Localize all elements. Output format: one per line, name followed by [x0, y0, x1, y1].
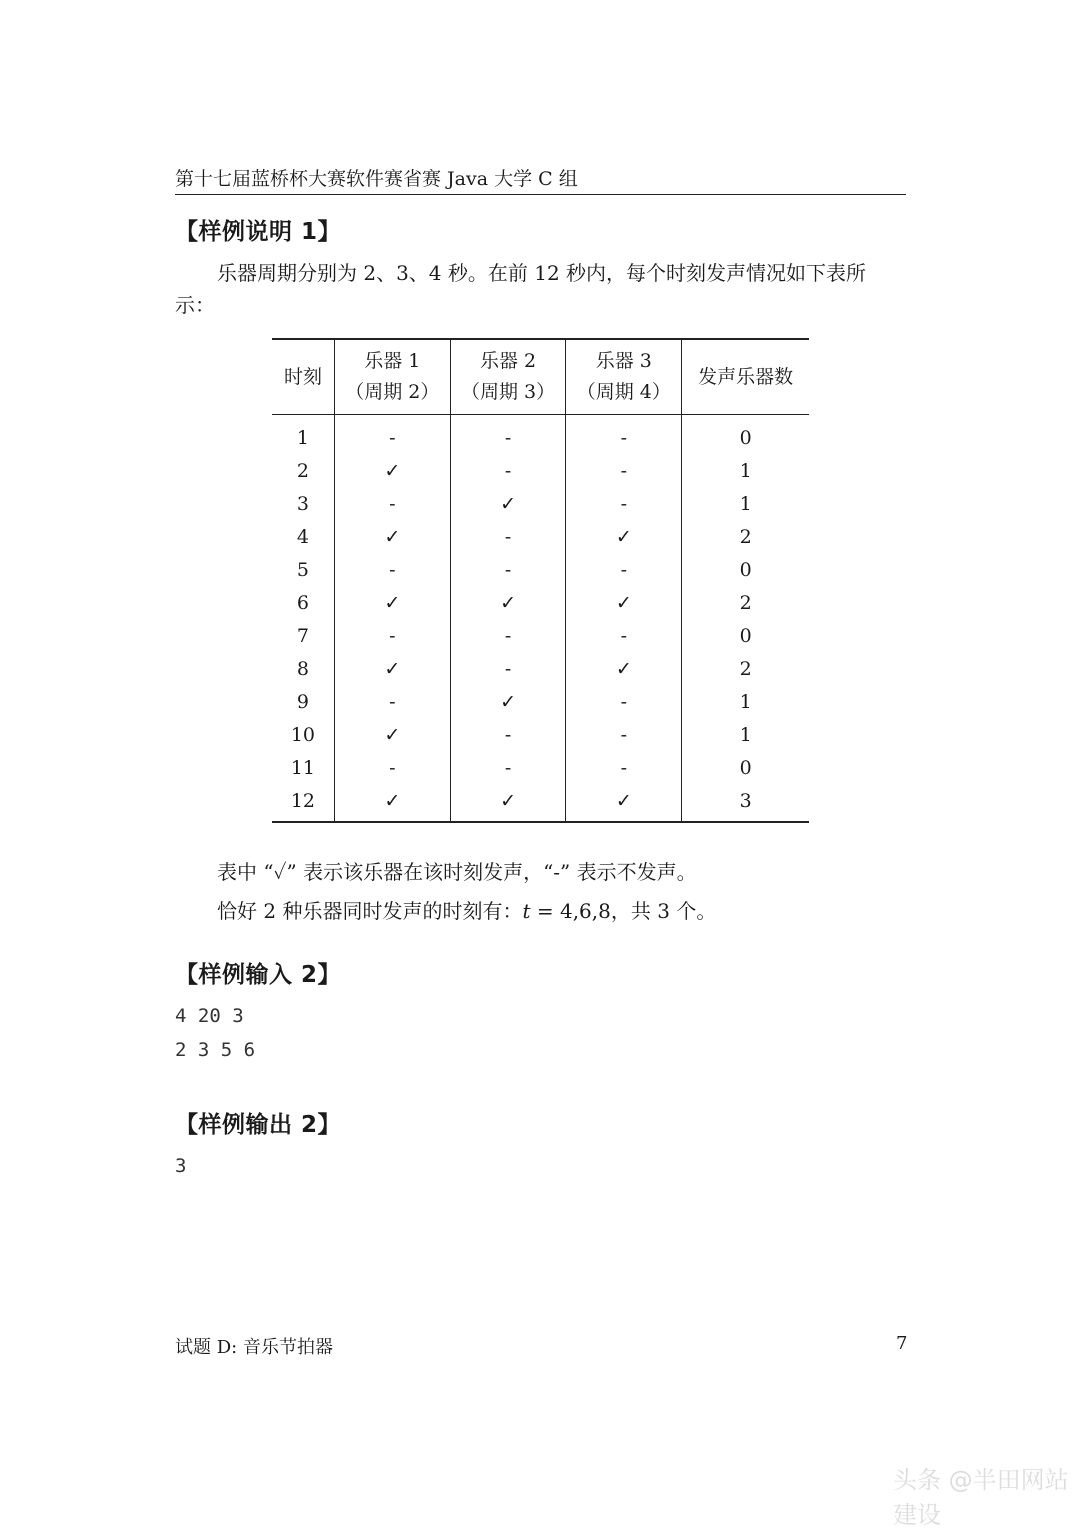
- cell-inst2: -: [450, 553, 566, 586]
- cell-inst1: -: [334, 553, 450, 586]
- table-row: [272, 553, 809, 586]
- cell-inst3: ✓: [566, 520, 682, 553]
- cell-inst2: ✓: [450, 586, 566, 619]
- cell-count: 0: [739, 624, 752, 647]
- footer-problem-title: 试题 D: 音乐节拍器: [175, 1337, 333, 1358]
- cell-inst1: -: [334, 619, 450, 652]
- cell-inst1: ✓: [334, 520, 450, 553]
- cell-time: 4: [272, 520, 334, 553]
- answer-suffix: ，共 3 个。: [610, 899, 717, 923]
- cell-time: 2: [272, 454, 334, 487]
- footer-page-number: 7: [896, 1333, 908, 1354]
- table-row: [272, 586, 809, 619]
- cell-inst3: -: [566, 454, 682, 487]
- cell-inst1: ✓: [334, 784, 450, 822]
- answer-paragraph: [175, 895, 906, 927]
- cell-inst2: -: [450, 415, 566, 455]
- header-count: 发声乐器数: [682, 339, 809, 415]
- intro-paragraph: [175, 257, 906, 321]
- table-row: [272, 652, 809, 685]
- cell-inst1: ✓: [334, 718, 450, 751]
- cell-inst1: ✓: [334, 586, 450, 619]
- table-row: [272, 784, 809, 822]
- sample-input-line-2: 2 3 5 6: [175, 1039, 256, 1061]
- cell-count: 3: [739, 789, 752, 812]
- cell-inst3: -: [566, 751, 682, 784]
- cell-inst3: ✓: [566, 652, 682, 685]
- cell-inst3: -: [566, 685, 682, 718]
- table-row: [272, 619, 809, 652]
- sample-table: [272, 338, 809, 823]
- answer-equation: = 4,6,8: [530, 899, 611, 923]
- table-row: [272, 751, 809, 784]
- header-inst2: [450, 339, 566, 415]
- cell-time: 10: [272, 718, 334, 751]
- cell-count: 1: [739, 492, 752, 515]
- cell-time: 7: [272, 619, 334, 652]
- cell-time: 11: [272, 751, 334, 784]
- cell-inst2: -: [450, 619, 566, 652]
- legend-text: 表中 “✓” 表示该乐器在该时刻发声，“-” 表示不发声。: [217, 860, 697, 884]
- intro-text: 乐器周期分别为 2、3、4 秒。在前 12 秒内，每个时刻发声情况如下表所示：: [175, 261, 867, 317]
- cell-inst2: ✓: [450, 685, 566, 718]
- cell-inst3: ✓: [566, 586, 682, 619]
- cell-inst2: ✓: [450, 487, 566, 520]
- cell-inst1: ✓: [334, 652, 450, 685]
- table-header-row: [272, 339, 809, 415]
- cell-count: 2: [739, 591, 752, 614]
- cell-inst1: ✓: [334, 454, 450, 487]
- cell-inst2: -: [450, 718, 566, 751]
- cell-time: 9: [272, 685, 334, 718]
- cell-count: 0: [739, 756, 752, 779]
- header-inst1-name: 乐器 1: [364, 350, 421, 372]
- sample-output-line-1: 3: [175, 1155, 187, 1177]
- cell-inst1: -: [334, 751, 450, 784]
- sample-input-line-1: 4 20 3: [175, 1005, 244, 1027]
- sample-output-2-title: 【样例输出 2】: [175, 1112, 342, 1138]
- header-time: 时刻: [272, 339, 334, 415]
- cell-inst2: ✓: [450, 784, 566, 822]
- cell-count: 0: [739, 426, 752, 449]
- watermark: 头条 @半田网站建设: [893, 1466, 1069, 1529]
- cell-time: 5: [272, 553, 334, 586]
- cell-inst3: -: [566, 553, 682, 586]
- header-inst3-period: （周期 4）: [576, 381, 671, 403]
- table-row: [272, 718, 809, 751]
- cell-count: 1: [739, 459, 752, 482]
- table-row: [272, 454, 809, 487]
- header-inst2-name: 乐器 2: [479, 350, 537, 372]
- header-inst3: [566, 339, 682, 415]
- page-header: 第十七届蓝桥杯大赛软件赛省赛 Java 大学 C 组: [175, 166, 906, 195]
- sample-input-2-title: 【样例输入 2】: [175, 962, 342, 988]
- cell-inst2: -: [450, 520, 566, 553]
- cell-inst3: -: [566, 415, 682, 455]
- cell-inst3: -: [566, 718, 682, 751]
- table-row: [272, 520, 809, 553]
- answer-prefix: 恰好 2 种乐器同时发声的时刻有：: [217, 899, 523, 923]
- cell-count: 1: [739, 723, 752, 746]
- answer-variable: t: [522, 899, 531, 923]
- cell-inst1: -: [334, 415, 450, 455]
- cell-inst3: -: [566, 619, 682, 652]
- table-body: [272, 415, 809, 823]
- cell-time: 3: [272, 487, 334, 520]
- header-inst1: [334, 339, 450, 415]
- cell-inst1: -: [334, 487, 450, 520]
- cell-inst1: -: [334, 685, 450, 718]
- table-row: [272, 487, 809, 520]
- cell-inst3: -: [566, 487, 682, 520]
- cell-inst2: -: [450, 751, 566, 784]
- table-row: [272, 685, 809, 718]
- cell-time: 6: [272, 586, 334, 619]
- header-inst1-period: （周期 2）: [345, 381, 440, 403]
- cell-inst2: -: [450, 454, 566, 487]
- cell-inst3: ✓: [566, 784, 682, 822]
- header-inst3-name: 乐器 3: [595, 350, 652, 372]
- cell-count: 0: [739, 558, 752, 581]
- header-inst2-period: （周期 3）: [460, 381, 556, 403]
- cell-count: 1: [739, 690, 752, 713]
- sample-explanation-1-title: 【样例说明 1】: [175, 219, 342, 245]
- cell-inst2: -: [450, 652, 566, 685]
- cell-time: 12: [272, 784, 334, 822]
- cell-time: 1: [272, 415, 334, 455]
- cell-count: 2: [739, 525, 752, 548]
- table-row: [272, 415, 809, 455]
- cell-time: 8: [272, 652, 334, 685]
- legend-paragraph: [175, 856, 906, 888]
- cell-count: 2: [739, 657, 752, 680]
